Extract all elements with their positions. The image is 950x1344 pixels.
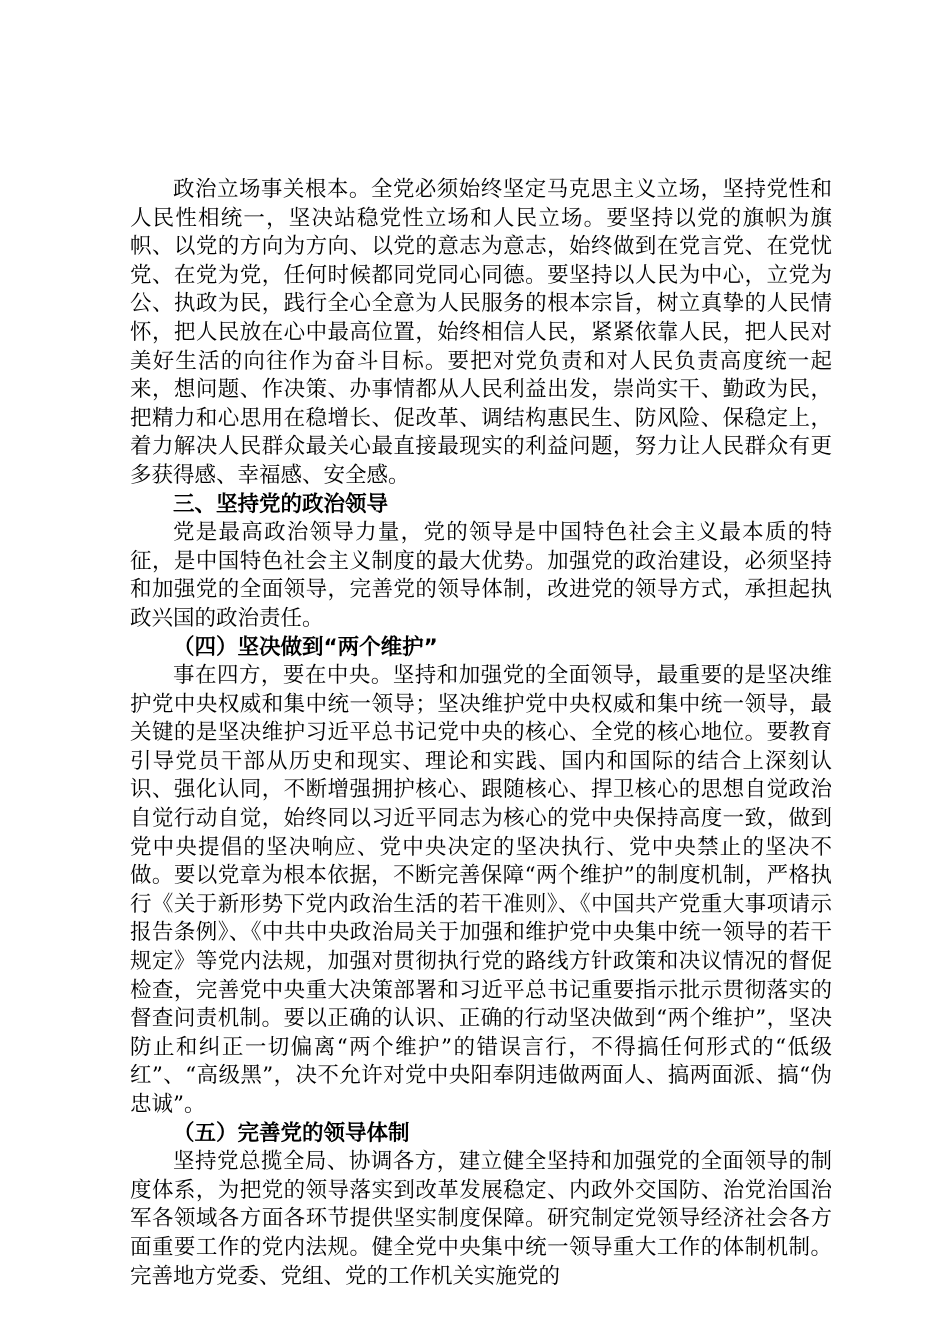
paragraph-leadership-system: 坚持党总揽全局、协调各方，建立健全坚持和加强党的全面领导的制度体系，为把党的领导落实到改革发展稳定、内政外交国防、治党治国治军各领域各方面各环节提供坚实制度保障。研究制定党领导经济社会各方面重要工作的党内法规。健全党中央集中统一领导重大工作的体制机制。完善地方党委、党组、党的工作机关实施党的 bbox=[130, 1149, 832, 1289]
subsection-heading-4: （四）坚决做到“两个维护” bbox=[173, 634, 438, 660]
subsection-heading-5: （五）完善党的领导体制 bbox=[173, 1120, 410, 1146]
document-body bbox=[130, 176, 832, 1291]
paragraph-two-upholds: 事在四方，要在中央。坚持和加强党的全面领导，最重要的是坚决维护党中央权威和集中统一领导；坚决维护党中央权威和集中统一领导，最关键的是坚决维护习近平总书记党中央的核心、全党的核心地位。要教育引导党员干部从历史和现实、理论和实践、国内和国际的结合上深刻认识、强化认同，不断增强拥护核心、跟随核心、捍卫核心的思想自觉政治自觉行动自觉，始终同以习近平同志为核心的党中央保持高度一致，做到党中央提倡的坚决响应、党中央决定的坚决执行、党中央禁止的坚决不做。要以党章为根本依据，不断完善保障“两个维护”的制度机制，严格执行《关于新形势下党内政治生活的若干准则》、《中国共产党重大事项请示报告条例》、《中共中央政治局关于加强和维护党中央集中统一领导的若干规定》等党内法规，加强对贯彻执行党的路线方针政策和决议情况的督促检查，完善党中央重大决策部署和习近平总书记重要指示批示贯彻落实的督查问责机制。要以正确的认识、正确的行动坚决做到“两个维护”，坚决防止和纠正一切偏离“两个维护”的错误言行，不得搞任何形式的“低级红”、“高级黑”，决不允许对党中央阳奉阴违做两面人、搞两面派、搞“伪忠诚”。 bbox=[130, 663, 832, 1117]
paragraph-political-stance: 政治立场事关根本。全党必须始终坚定马克思主义立场，坚持党性和人民性相统一，坚决站稳党性立场和人民立场。要坚持以党的旗帜为旗帜、以党的方向为方向、以党的意志为意志，始终做到在党言党、在党忧党、在党为党，任何时候都同党同心同德。要坚持以人民为中心，立党为公、执政为民，践行全心全意为人民服务的根本宗旨，树立真挚的人民情怀，把人民放在心中最高位置，始终相信人民，紧紧依靠人民，把人民对美好生活的向往作为奋斗目标。要把对党负责和对人民负责高度统一起来，想问题、作决策、办事情都从人民利益出发，崇尚实干、勤政为民，把精力和心思用在稳增长、促改革、调结构惠民生、防风险、保稳定上，着力解决人民群众最关心最直接最现实的利益问题，努力让人民群众有更多获得感、幸福感、安全感。 bbox=[130, 177, 832, 488]
section-heading-3: 三、坚持党的政治领导 bbox=[173, 491, 389, 517]
paragraph-party-leadership: 党是最高政治领导力量，党的领导是中国特色社会主义最本质的特征，是中国特色社会主义制度的最大优势。加强党的政治建设，必须坚持和加强党的全面领导，完善党的领导体制，改进党的领导方式，承担起执政兴国的政治责任。 bbox=[130, 520, 832, 631]
